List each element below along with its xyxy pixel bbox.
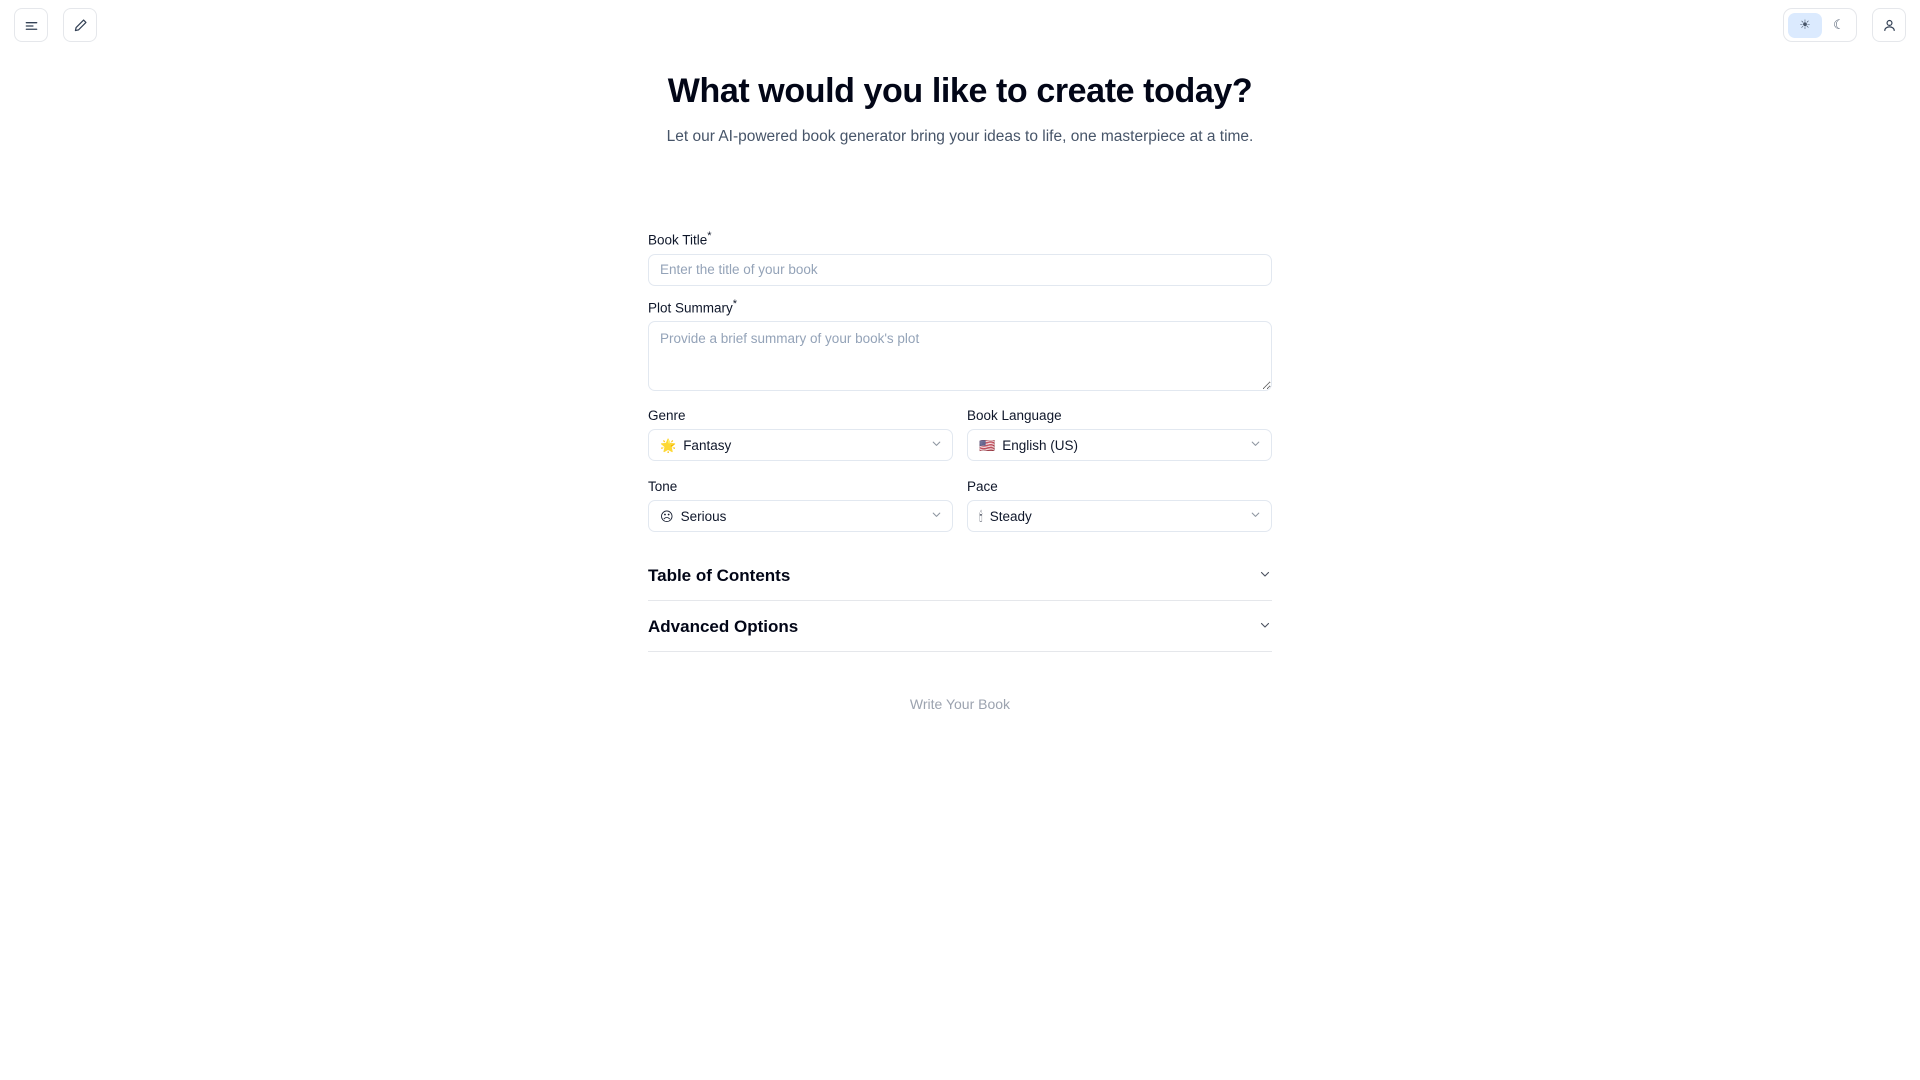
sun-icon: ☀ — [1799, 17, 1811, 32]
book-title-field — [648, 230, 1272, 286]
genre-emoji-icon: 🌟 — [660, 437, 677, 453]
advanced-options-title: Advanced Options — [648, 617, 799, 636]
plot-summary-field — [648, 298, 1272, 397]
chevron-down-icon — [1249, 508, 1262, 524]
book-language-selected-value: English (US) — [1002, 437, 1078, 453]
book-title-label — [648, 230, 1272, 248]
top-bar — [0, 0, 1920, 50]
book-title-input[interactable] — [648, 254, 1272, 286]
pencil-icon — [73, 18, 88, 33]
book-language-field — [967, 408, 1272, 461]
page-title: What would you like to create today? — [667, 72, 1253, 110]
book-title-required-marker: * — [707, 230, 712, 242]
genre-field — [648, 408, 953, 461]
chevron-down-icon — [930, 437, 943, 453]
table-of-contents-title: Table of Contents — [648, 566, 791, 585]
plot-summary-label — [648, 298, 1272, 316]
pace-label: Pace — [967, 479, 998, 494]
table-of-contents-accordion[interactable] — [648, 550, 1272, 601]
sidebar-toggle-icon — [24, 18, 39, 33]
pace-selected-value: Steady — [989, 508, 1032, 524]
pace-select[interactable] — [967, 500, 1272, 532]
pace-emoji-icon: 🕯 — [979, 508, 983, 524]
profile-button[interactable] — [1872, 8, 1906, 42]
book-language-select[interactable] — [967, 429, 1272, 461]
edit-button[interactable] — [63, 8, 97, 42]
moon-icon: ☾ — [1833, 17, 1845, 32]
tone-label: Tone — [648, 479, 678, 494]
plot-summary-required-marker: * — [732, 297, 738, 310]
chevron-down-icon — [1249, 437, 1262, 453]
flag-icon: 🇺🇸 — [979, 437, 996, 453]
genre-selected-value: Fantasy — [683, 437, 732, 453]
book-generator-form — [648, 230, 1272, 722]
chevron-down-icon — [1258, 618, 1272, 637]
genre-language-row — [648, 408, 1272, 461]
theme-toggle[interactable] — [1783, 8, 1857, 42]
tone-field — [648, 479, 953, 532]
tone-selected-value: Serious — [680, 508, 727, 524]
page-subtitle: Let our AI-powered book generator bring your ideas to life, one masterpiece at a time. — [666, 128, 1254, 145]
genre-select[interactable] — [648, 429, 953, 461]
book-title-label-text: Book Title — [648, 232, 708, 248]
tone-emoji-icon: ☹ — [660, 508, 674, 524]
chevron-down-icon — [930, 508, 943, 524]
write-your-book-button[interactable]: Write Your Book — [648, 686, 1272, 722]
genre-label: Genre — [648, 408, 686, 423]
page-header — [0, 72, 1920, 146]
plot-summary-textarea[interactable] — [648, 321, 1272, 391]
pace-field — [967, 479, 1272, 532]
tone-pace-row — [648, 479, 1272, 532]
advanced-options-accordion[interactable] — [648, 601, 1272, 652]
book-language-label: Book Language — [967, 408, 1062, 423]
user-icon — [1882, 18, 1897, 33]
chevron-down-icon — [1258, 567, 1272, 586]
sidebar-toggle-button[interactable] — [14, 8, 48, 42]
tone-select[interactable] — [648, 500, 953, 532]
plot-summary-label-text: Plot Summary — [648, 300, 733, 315]
